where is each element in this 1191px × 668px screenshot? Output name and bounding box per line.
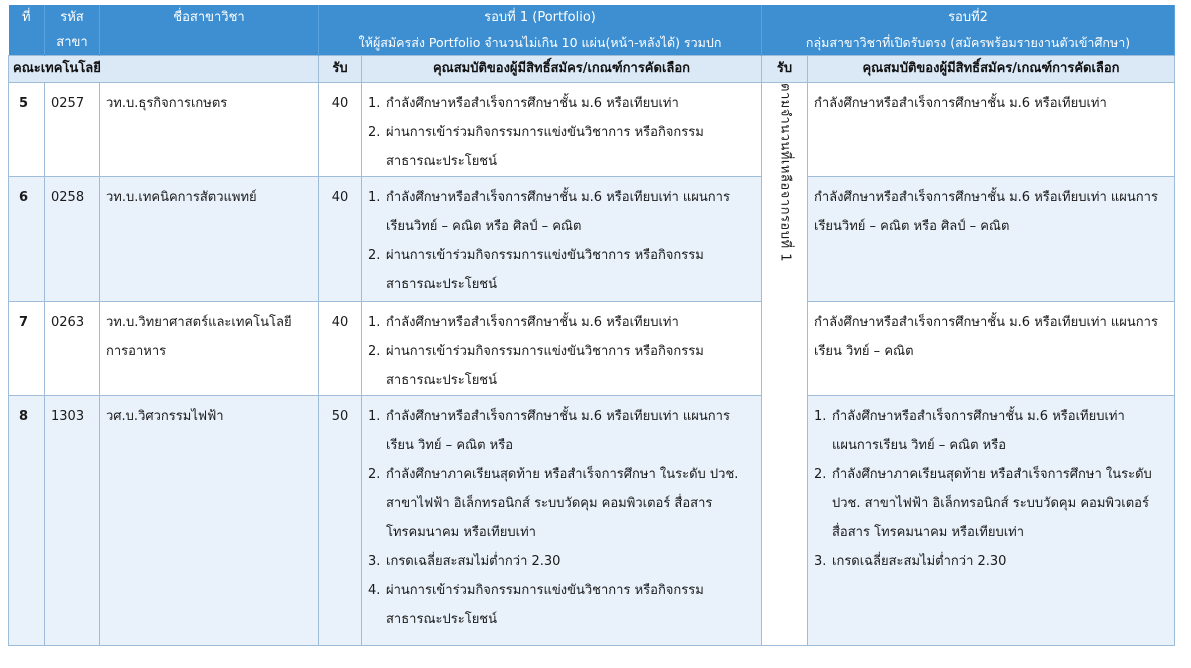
criteria-item: 4. ผ่านการเข้าร่วมกิจกรรมการแข่งขันวิชาการ หรือกิจกรรม สาธารณะประโยชน์ [368, 583, 704, 627]
row-program-name: วท.บ.เทคนิคการสัตวแพทย์ [106, 190, 257, 205]
round1-criteria-list [368, 402, 755, 634]
row-no: 6 [19, 190, 29, 205]
table-row [9, 396, 1175, 646]
round1-subtitle: ให้ผู้สมัครส่ง Portfolio จำนวนไม่เกิน 10 แผ่น(หน้า-หลังได้) รวมปก [319, 30, 762, 56]
row-program-name: วศ.บ.วิศวกรรมไฟฟ้า [106, 409, 224, 424]
criteria-item: 1. กำลังศึกษาหรือสำเร็จการศึกษาชั้น ม.6 หรือเทียบเท่า [368, 96, 679, 111]
row-program-name: วท.บ.วิทยาศาสตร์และเทคโนโลยีการอาหาร [106, 315, 292, 359]
table-row [9, 177, 1175, 302]
criteria-item: 1. กำลังศึกษาหรือสำเร็จการศึกษาชั้น ม.6 หรือเทียบเท่า [368, 315, 679, 330]
round2-criteria: กำลังศึกษาหรือสำเร็จการศึกษาชั้น ม.6 หรือเทียบเท่า แผนการเรียนวิทย์ – คณิต หรือ ศิลป์ – คณิต [814, 190, 1158, 234]
round2-criteria-list [814, 402, 1168, 576]
row-code: 0257 [51, 96, 85, 111]
round2-accept-note: ตามจำนวนที่เหลือจากรอบที่ 1 [777, 83, 793, 262]
round1-criteria-list [368, 89, 755, 176]
row-no: 5 [19, 96, 29, 111]
criteria-item: 2. กำลังศึกษาภาคเรียนสุดท้าย หรือสำเร็จการศึกษา ในระดับ ปวช. สาขาไฟฟ้า อิเล็กทรอนิกส์ ระบบวัดคุม คอมพิวเตอร์ สื่อสาร โทรคมนาคม หรือเทียบเท่า [368, 467, 739, 540]
col-no-header-blank [9, 30, 45, 56]
col-code-header-2: สาขา [45, 30, 100, 56]
row-accept: 40 [331, 315, 349, 330]
round2-criteria: กำลังศึกษาหรือสำเร็จการศึกษาชั้น ม.6 หรือเทียบเท่า แผนการเรียน วิทย์ – คณิต [814, 315, 1158, 359]
round2-criteria: กำลังศึกษาหรือสำเร็จการศึกษาชั้น ม.6 หรือเทียบเท่า [814, 96, 1107, 111]
criteria-header-1: คุณสมบัติของผู้มีสิทธิ์สมัคร/เกณฑ์การคัดเลือก [362, 56, 762, 83]
header-row-2 [9, 30, 1175, 56]
round1-criteria-list [368, 183, 755, 299]
criteria-item: 2. กำลังศึกษาภาคเรียนสุดท้าย หรือสำเร็จการศึกษา ในระดับ ปวช. สาขาไฟฟ้า อิเล็กทรอนิกส์ ระบบวัดคุม คอมพิวเตอร์ สื่อสาร โทรคมนาคม หรือเทียบเท่า [814, 467, 1152, 540]
row-no: 7 [19, 315, 29, 330]
criteria-item: 3. เกรดเฉลี่ยสะสมไม่ต่ำกว่า 2.30 [814, 554, 1007, 569]
row-accept: 50 [331, 409, 349, 424]
faculty-name: คณะเทคโนโลยี [9, 56, 319, 83]
row-code: 1303 [51, 409, 85, 424]
row-no: 8 [19, 409, 29, 424]
round2-accept-cell [762, 83, 808, 646]
criteria-item: 3. เกรดเฉลี่ยสะสมไม่ต่ำกว่า 2.30 [368, 554, 561, 569]
criteria-item: 2. ผ่านการเข้าร่วมกิจกรรมการแข่งขันวิชาการ หรือกิจกรรม สาธารณะประโยชน์ [368, 248, 704, 292]
criteria-item: 2. ผ่านการเข้าร่วมกิจกรรมการแข่งขันวิชาการ หรือกิจกรรม สาธารณะประโยชน์ [368, 125, 704, 169]
row-accept: 40 [331, 96, 349, 111]
col-name-header-blank [100, 30, 319, 56]
row-accept: 40 [331, 190, 349, 205]
admission-table [8, 5, 1175, 646]
accept-header-2: รับ [762, 56, 808, 83]
col-name-header: ชื่อสาขาวิชา [100, 5, 319, 30]
criteria-item: 1. กำลังศึกษาหรือสำเร็จการศึกษาชั้น ม.6 หรือเทียบเท่า แผนการเรียนวิทย์ – คณิต หรือ ศิลป์ – คณิต [368, 190, 730, 234]
table-row [9, 302, 1175, 396]
table-row [9, 83, 1175, 177]
col-no-header: ที่ [9, 5, 45, 30]
criteria-item: 1. กำลังศึกษาหรือสำเร็จการศึกษาชั้น ม.6 หรือเทียบเท่า แผนการเรียน วิทย์ – คณิต หรือ [814, 409, 1125, 453]
round2-title: รอบที่2 [762, 5, 1175, 30]
col-code-header-1: รหัส [45, 5, 100, 30]
round1-title: รอบที่ 1 (Portfolio) [319, 5, 762, 30]
round1-criteria-list [368, 308, 755, 395]
criteria-header-2: คุณสมบัติของผู้มีสิทธิ์สมัคร/เกณฑ์การคัดเลือก [808, 56, 1175, 83]
row-code: 0263 [51, 315, 85, 330]
accept-header-1: รับ [319, 56, 362, 83]
row-code: 0258 [51, 190, 85, 205]
row-program-name: วท.บ.ธุรกิจการเกษตร [106, 96, 228, 111]
subheader-row [9, 56, 1175, 83]
criteria-item: 1. กำลังศึกษาหรือสำเร็จการศึกษาชั้น ม.6 หรือเทียบเท่า แผนการเรียน วิทย์ – คณิต หรือ [368, 409, 730, 453]
criteria-item: 2. ผ่านการเข้าร่วมกิจกรรมการแข่งขันวิชาการ หรือกิจกรรม สาธารณะประโยชน์ [368, 344, 704, 388]
header-row-1 [9, 5, 1175, 30]
round2-subtitle: กลุ่มสาขาวิชาที่เปิดรับตรง (สมัครพร้อมรายงานตัวเข้าศึกษา) [762, 30, 1175, 56]
